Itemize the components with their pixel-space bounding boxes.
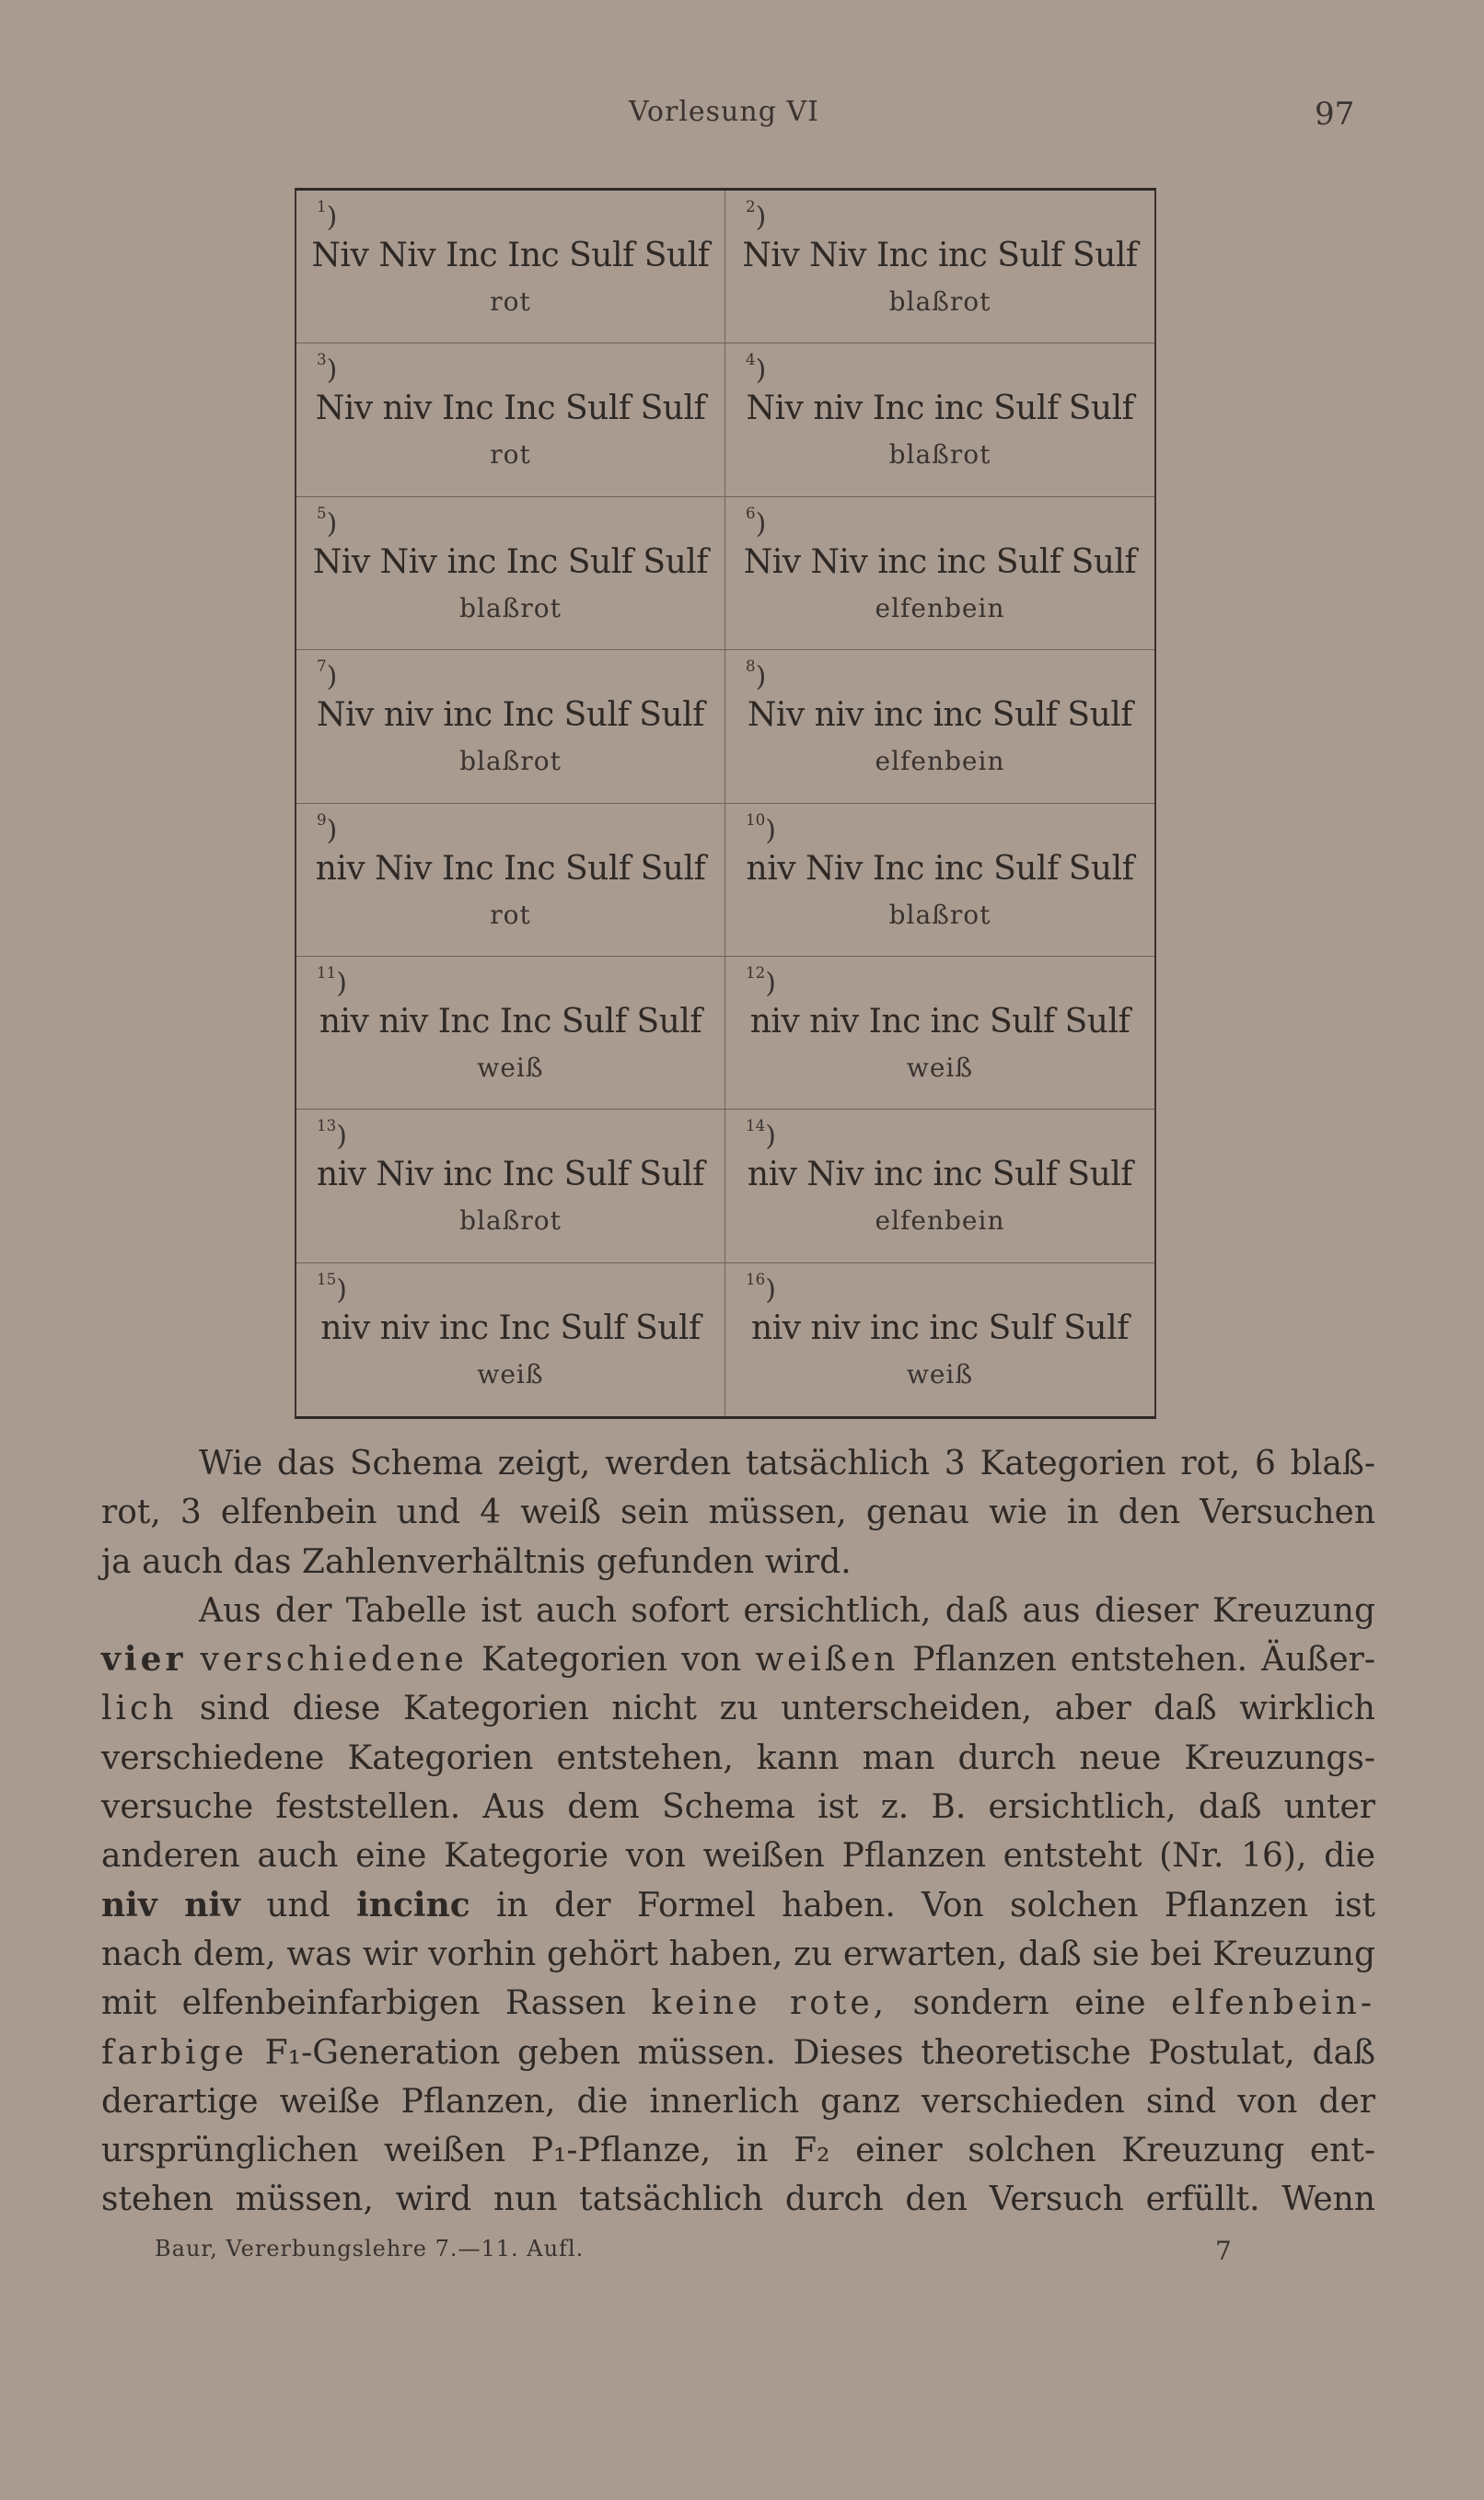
cell-number: $^7$) xyxy=(317,657,338,693)
text-line: rot, 3 elfenbein und 4 weiß sein müssen, genau wie in den Versuchen xyxy=(101,1494,1375,1532)
cell-formula: niv niv inc inc Sulf Sulf xyxy=(751,1308,1129,1347)
table-cell xyxy=(725,191,1154,343)
cell-color: blaßrot xyxy=(459,746,562,777)
cell-number: $^{11}$) xyxy=(317,963,347,1000)
table-cell xyxy=(725,957,1154,1110)
table-cell xyxy=(296,343,725,496)
cell-number: $^1$) xyxy=(317,198,338,234)
text-line: vier verschiedene Kategorien von weißen Pflanzen entstehen. Äußer- xyxy=(101,1640,1375,1680)
cell-formula: Niv Niv Inc Inc Sulf Sulf xyxy=(311,237,710,274)
emphasis-text: niv niv xyxy=(101,1885,240,1924)
page-number: 97 xyxy=(1315,96,1355,133)
emphasis-text: farbige xyxy=(101,2033,248,2072)
cell-formula: niv Niv inc Inc Sulf Sulf xyxy=(317,1156,704,1194)
running-head xyxy=(0,96,1484,142)
table-cell xyxy=(725,1110,1154,1262)
cell-formula: niv niv Inc inc Sulf Sulf xyxy=(749,1002,1130,1041)
page-footer xyxy=(0,2236,1484,2273)
table-cell xyxy=(296,1263,725,1416)
cell-formula: Niv Niv inc inc Sulf Sulf xyxy=(743,542,1137,581)
table-cell xyxy=(725,1263,1154,1416)
emphasis-text: keine rote, xyxy=(651,1984,888,2023)
text-line: niv niv und incinc in der Formel haben. Von solchen Pflanzen ist xyxy=(101,1885,1376,1924)
table-cell xyxy=(296,957,725,1110)
cell-formula: niv Niv inc inc Sulf Sulf xyxy=(747,1156,1133,1194)
cell-color: elfenbein xyxy=(875,746,1005,777)
emphasis-text: lich xyxy=(101,1690,178,1728)
table-cell xyxy=(296,191,725,343)
cell-number: $^9$) xyxy=(317,810,338,847)
body-text xyxy=(101,1439,1375,2225)
cell-formula: Niv niv inc inc Sulf Sulf xyxy=(747,696,1133,735)
cell-formula: Niv niv inc Inc Sulf Sulf xyxy=(317,696,704,735)
cell-color: weiß xyxy=(477,1358,544,1390)
table-cell xyxy=(725,343,1154,496)
cell-color: weiß xyxy=(477,1052,544,1083)
cell-color: rot xyxy=(490,286,531,317)
cell-color: blaßrot xyxy=(459,1205,562,1237)
cell-color: blaßrot xyxy=(888,899,991,930)
cell-color: blaßrot xyxy=(459,592,562,623)
text-line: ursprünglichen weißen P₁-Pflanze, in F₂ einer solchen Kreuzung ent- xyxy=(101,2132,1375,2170)
table-cell xyxy=(725,650,1154,803)
emphasis-text: incinc xyxy=(356,1885,470,1924)
emphasis-text: weißen xyxy=(755,1641,899,1680)
cell-number: $^{10}$) xyxy=(746,810,776,847)
cell-formula: Niv Niv Inc inc Sulf Sulf xyxy=(742,237,1138,274)
cell-formula: niv Niv Inc inc Sulf Sulf xyxy=(746,849,1134,888)
running-head-title: Vorlesung VI xyxy=(629,96,819,128)
text-line: verschiedene Kategorien entstehen, kann man durch neue Kreuzungs- xyxy=(101,1738,1375,1777)
cell-number: $^6$) xyxy=(746,504,767,541)
table-cell xyxy=(296,804,725,957)
footer-citation: Baur, Vererbungslehre 7.—11. Aufl. xyxy=(155,2236,585,2262)
cell-number: $^4$) xyxy=(746,351,767,388)
genotype-table xyxy=(295,188,1156,1419)
text-line: anderen auch eine Kategorie von weißen Pflanzen entsteht (Nr. 16), die xyxy=(101,1837,1375,1876)
cell-color: weiß xyxy=(906,1358,974,1390)
cell-formula: niv niv Inc Inc Sulf Sulf xyxy=(319,1002,702,1041)
emphasis-text: verschiedene xyxy=(200,1641,468,1680)
cell-color: rot xyxy=(490,899,531,930)
text-line: derartige weiße Pflanzen, die innerlich ganz verschieden sind von der xyxy=(101,2082,1375,2121)
cell-number: $^{16}$) xyxy=(746,1270,776,1307)
cell-color: blaßrot xyxy=(888,286,991,317)
text-line: Aus der Tabelle ist auch sofort ersichtlich, daß aus dieser Kreuzung xyxy=(199,1591,1375,1630)
text-line: mit elfenbeinfarbigen Rassen keine rote, sondern eine elfenbein- xyxy=(101,1984,1375,2023)
text-line: lich sind diese Kategorien nicht zu unterscheiden, aber daß wirklich xyxy=(101,1690,1375,1728)
cell-number: $^2$) xyxy=(746,198,767,234)
emphasis-text: elfenbein- xyxy=(1171,1984,1375,2023)
text-line: versuche feststellen. Aus dem Schema ist z. B. ersichtlich, daß unter xyxy=(101,1788,1375,1827)
cell-number: $^3$) xyxy=(317,351,338,388)
table-cell xyxy=(296,1110,725,1262)
cell-color: rot xyxy=(490,439,531,471)
table-cell xyxy=(725,497,1154,650)
text-line: ja auch das Zahlenverhältnis gefunden wird. xyxy=(101,1542,852,1581)
cell-number: $^{12}$) xyxy=(746,963,776,1000)
text-line: Wie das Schema zeigt, werden tatsächlich 3 Kategorien rot, 6 blaß- xyxy=(199,1445,1375,1483)
signature-mark: 7 xyxy=(1215,2236,1232,2266)
text-line: nach dem, was wir vorhin gehört haben, zu erwarten, daß sie bei Kreuzung xyxy=(101,1935,1375,1973)
cell-number: $^{15}$) xyxy=(317,1270,347,1307)
cell-color: elfenbein xyxy=(875,1205,1005,1237)
emphasis-text: vier xyxy=(101,1640,187,1680)
cell-number: $^5$) xyxy=(317,504,338,541)
cell-formula: niv Niv Inc Inc Sulf Sulf xyxy=(315,849,706,888)
cell-number: $^{13}$) xyxy=(317,1117,347,1153)
cell-number: $^{14}$) xyxy=(746,1117,776,1153)
cell-formula: niv niv inc Inc Sulf Sulf xyxy=(320,1308,701,1347)
cell-color: elfenbein xyxy=(875,592,1005,623)
cell-number: $^8$) xyxy=(746,657,767,693)
cell-color: weiß xyxy=(906,1052,974,1083)
table-cell xyxy=(296,650,725,803)
table-cell xyxy=(296,497,725,650)
table-cell xyxy=(725,804,1154,957)
text-line: farbige F₁-Generation geben müssen. Dieses theoretische Postulat, daß xyxy=(101,2033,1375,2072)
cell-formula: Niv niv Inc Inc Sulf Sulf xyxy=(315,390,706,428)
cell-formula: Niv niv Inc inc Sulf Sulf xyxy=(746,390,1134,428)
text-line: stehen müssen, wird nun tatsächlich durch den Versuch erfüllt. Wenn xyxy=(101,2180,1375,2219)
cell-formula: Niv Niv inc Inc Sulf Sulf xyxy=(312,542,709,581)
cell-color: blaßrot xyxy=(888,439,991,471)
